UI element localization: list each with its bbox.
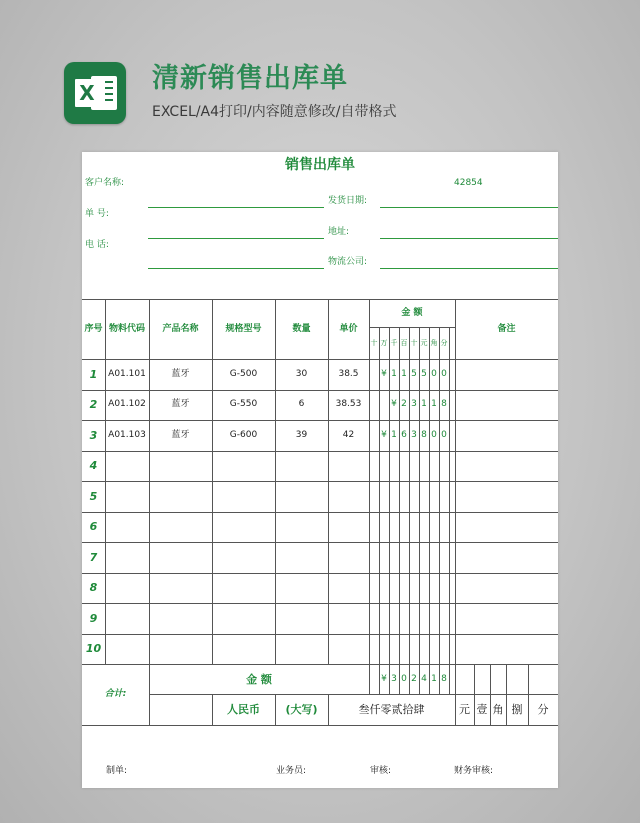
digit-header: 分 <box>440 338 448 347</box>
row-product-name <box>149 481 212 512</box>
row-digit: 0 <box>431 429 437 440</box>
total-unit: 角 <box>492 703 504 716</box>
address-underline <box>380 238 558 239</box>
total-digit: 3 <box>391 673 397 684</box>
row-digit <box>409 451 419 482</box>
logistics-underline <box>380 268 558 269</box>
row-price <box>328 512 369 543</box>
row-product-name: 蓝牙 <box>171 429 190 440</box>
upper-value: 叁仟零贰拾肆 <box>358 703 425 716</box>
row-qty <box>275 603 328 634</box>
row-material-code <box>105 451 149 482</box>
row-material-code <box>105 542 149 573</box>
footer-maker: 制单: <box>106 766 128 776</box>
digit-header: 十 <box>410 338 418 347</box>
row-product-name <box>149 603 212 634</box>
row-digit <box>399 512 409 543</box>
row-digit: ¥ <box>391 399 397 410</box>
row-digit: 6 <box>401 429 407 440</box>
doc-title: 销售出库单 <box>285 157 355 173</box>
digit-header: 百 <box>400 338 408 347</box>
row-digit <box>429 481 439 512</box>
rmb-label: 人民币 <box>227 703 260 716</box>
row-digit <box>419 542 429 573</box>
row-digit: ¥ <box>381 429 387 440</box>
row-digit: 1 <box>421 399 427 410</box>
total-digit: ¥ <box>381 673 387 684</box>
total-unit: 分 <box>537 703 549 716</box>
row-digit <box>369 359 379 390</box>
row-digit <box>369 512 379 543</box>
number-underline <box>148 207 324 208</box>
address-label: 地址: <box>328 227 350 237</box>
row-number: 1 <box>89 367 98 381</box>
ship-date-label: 发货日期: <box>328 196 368 206</box>
row-spec <box>212 481 275 512</box>
row-digit: 0 <box>441 368 447 379</box>
phone-underline <box>148 238 324 239</box>
row-digit: 5 <box>411 368 417 379</box>
row-digit: 8 <box>421 429 427 440</box>
row-material-code <box>105 634 149 665</box>
row-digit <box>429 573 439 604</box>
row-digit <box>379 634 389 665</box>
row-price <box>328 451 369 482</box>
row-digit: 5 <box>421 368 427 379</box>
row-material-code <box>105 481 149 512</box>
row-digit <box>429 603 439 634</box>
row-price: 38.5 <box>338 368 359 379</box>
total-unit: 壹 <box>476 703 488 716</box>
row-digit <box>399 603 409 634</box>
digit-header: 十 <box>370 338 378 347</box>
row-digit: 3 <box>411 429 417 440</box>
row-qty: 6 <box>298 399 305 410</box>
row-digit <box>389 634 399 665</box>
row-digit <box>439 542 449 573</box>
digit-gridline <box>449 664 450 694</box>
page-subtitle: EXCEL/A4打印/内容随意修改/自带格式 <box>152 104 397 120</box>
row-price <box>328 603 369 634</box>
row-spec: G-550 <box>229 399 258 410</box>
row-qty <box>275 634 328 665</box>
row-digit <box>429 512 439 543</box>
digit-header: 千 <box>390 338 398 347</box>
total-unit: 捌 <box>511 703 523 716</box>
row-number: 5 <box>89 489 98 503</box>
v-gridline <box>455 299 456 725</box>
row-digit <box>369 481 379 512</box>
row-number: 9 <box>89 611 98 625</box>
row-price <box>328 573 369 604</box>
row-digit: 3 <box>411 399 417 410</box>
row-digit <box>389 481 399 512</box>
row-spec <box>212 451 275 482</box>
row-digit: 1 <box>401 368 407 379</box>
row-digit <box>379 573 389 604</box>
row-digit <box>399 481 409 512</box>
row-digit <box>419 603 429 634</box>
row-digit <box>419 573 429 604</box>
row-digit <box>389 451 399 482</box>
header-price: 单价 <box>339 323 358 334</box>
digit-header: 万 <box>380 338 388 347</box>
number-label: 单 号: <box>85 209 109 219</box>
header-product-name: 产品名称 <box>162 323 199 334</box>
row-number: 8 <box>89 581 98 595</box>
row-digit <box>409 481 419 512</box>
row-material-code <box>105 573 149 604</box>
total-label: 合计: <box>104 689 127 699</box>
row-material-code <box>105 603 149 634</box>
row-digit <box>419 451 429 482</box>
row-digit <box>379 390 389 421</box>
row-digit <box>389 603 399 634</box>
total-digit: 1 <box>431 673 437 684</box>
row-digit <box>399 451 409 482</box>
row-qty <box>275 512 328 543</box>
row-digit <box>389 512 399 543</box>
row-product-name <box>149 634 212 665</box>
footer-finance: 财务审核: <box>454 766 494 776</box>
digit-gridline <box>449 327 450 664</box>
row-digit <box>399 542 409 573</box>
row-digit <box>419 481 429 512</box>
row-digit <box>379 512 389 543</box>
row-product-name: 蓝牙 <box>171 368 190 379</box>
row-digit: 2 <box>401 399 407 410</box>
row-number: 10 <box>85 642 102 656</box>
header-spec: 规格型号 <box>225 323 262 334</box>
row-price <box>328 481 369 512</box>
row-digit <box>409 512 419 543</box>
row-digit <box>439 451 449 482</box>
row-digit <box>369 420 379 451</box>
row-spec <box>212 603 275 634</box>
row-digit <box>409 573 419 604</box>
row-digit <box>369 451 379 482</box>
row-digit <box>439 512 449 543</box>
footer-reviewer: 审核: <box>370 766 392 776</box>
row-digit <box>389 542 399 573</box>
row-digit <box>409 542 419 573</box>
total-digit: 8 <box>441 673 447 684</box>
row-spec: G-600 <box>229 429 258 440</box>
total-digit <box>369 664 379 694</box>
row-product-name <box>149 451 212 482</box>
header-remark: 备注 <box>497 323 516 334</box>
header-material-code: 物料代码 <box>108 323 145 334</box>
header-index: 序号 <box>84 323 103 334</box>
row-digit <box>409 634 419 665</box>
row-spec <box>212 542 275 573</box>
row-spec <box>212 573 275 604</box>
row-digit <box>379 481 389 512</box>
row-digit <box>429 634 439 665</box>
invoice-paper <box>82 152 558 788</box>
row-digit <box>369 573 379 604</box>
row-digit <box>379 542 389 573</box>
row-product-name <box>149 573 212 604</box>
customer-value: 42854 <box>454 178 483 188</box>
row-number: 7 <box>89 550 98 564</box>
total-digit: 2 <box>411 673 417 684</box>
header-qty: 数量 <box>292 323 311 334</box>
digit-header: 元 <box>420 338 428 347</box>
row-spec <box>212 512 275 543</box>
row-digit <box>399 573 409 604</box>
row-digit: 8 <box>441 399 447 410</box>
row-number: 4 <box>89 459 98 473</box>
row-price <box>328 634 369 665</box>
row-spec: G-500 <box>229 368 258 379</box>
row-material-code <box>105 512 149 543</box>
upper-label: (大写) <box>285 703 318 716</box>
row-digit: ¥ <box>381 368 387 379</box>
total-amount-label: 金 额 <box>246 672 272 686</box>
row-digit <box>399 634 409 665</box>
row-digit <box>369 390 379 421</box>
extra-underline <box>148 268 324 269</box>
row-digit <box>379 451 389 482</box>
total-digit: 4 <box>421 673 427 684</box>
row-digit <box>369 603 379 634</box>
footer-salesman: 业务员: <box>276 766 307 776</box>
row-digit <box>389 573 399 604</box>
row-qty: 39 <box>295 429 308 440</box>
ship-date-underline <box>380 207 558 208</box>
row-number: 3 <box>89 428 98 442</box>
row-product-name <box>149 512 212 543</box>
total-unit: 元 <box>459 703 470 716</box>
row-number: 2 <box>89 398 98 412</box>
row-number: 6 <box>89 520 98 534</box>
row-material-code: A01.103 <box>108 429 146 440</box>
phone-label: 电 话: <box>85 240 109 250</box>
row-qty: 30 <box>295 368 308 379</box>
row-product-name: 蓝牙 <box>171 399 190 410</box>
row-digit: 0 <box>431 368 437 379</box>
row-spec <box>212 634 275 665</box>
row-digit <box>429 542 439 573</box>
row-digit <box>439 481 449 512</box>
row-qty <box>275 542 328 573</box>
row-digit <box>379 603 389 634</box>
excel-logo-icon <box>64 62 126 124</box>
total-digit: 0 <box>401 673 407 684</box>
excel-x-letter: X <box>75 79 99 107</box>
row-price <box>328 542 369 573</box>
row-material-code: A01.102 <box>108 399 146 410</box>
customer-label: 客户名称: <box>85 178 125 188</box>
digit-header: 角 <box>430 338 438 347</box>
row-qty <box>275 573 328 604</box>
logistics-label: 物流公司: <box>328 257 368 267</box>
row-digit <box>429 451 439 482</box>
row-product-name <box>149 542 212 573</box>
row-qty <box>275 481 328 512</box>
row-digit <box>369 542 379 573</box>
row-digit: 1 <box>391 368 397 379</box>
row-digit: 1 <box>391 429 397 440</box>
row-price: 42 <box>342 429 355 440</box>
row-digit <box>369 634 379 665</box>
row-digit: 1 <box>431 399 437 410</box>
row-digit <box>409 603 419 634</box>
row-digit: 0 <box>441 429 447 440</box>
page-title: 清新销售出库单 <box>152 63 348 94</box>
row-material-code: A01.101 <box>108 368 146 379</box>
row-digit <box>439 573 449 604</box>
header-amount: 金 额 <box>401 307 423 318</box>
row-qty <box>275 451 328 482</box>
row-digit <box>419 512 429 543</box>
row-digit <box>439 634 449 665</box>
total-bottom-border <box>82 725 558 726</box>
row-digit <box>439 603 449 634</box>
row-digit <box>419 634 429 665</box>
row-price: 38.53 <box>335 399 362 410</box>
